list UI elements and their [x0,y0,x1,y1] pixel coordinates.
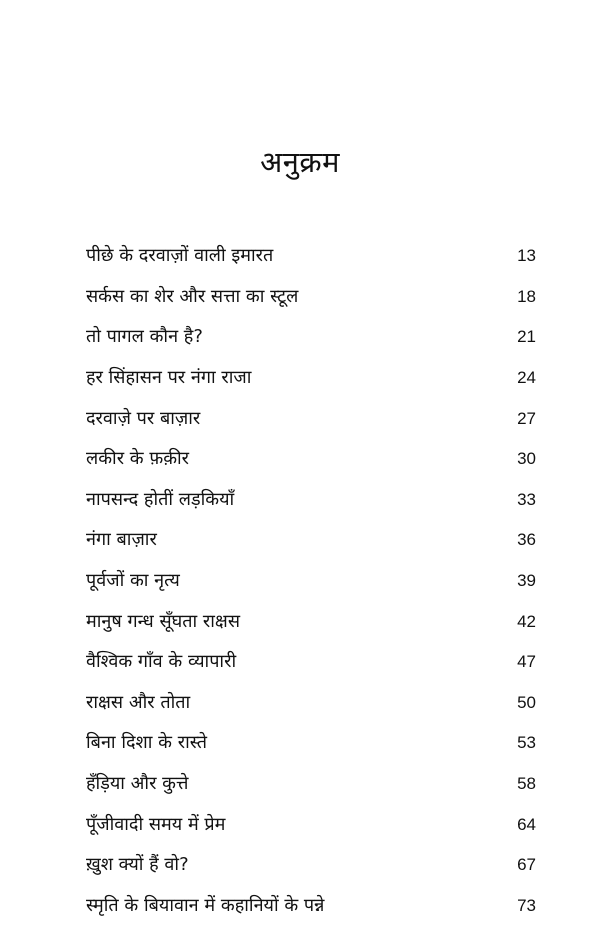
toc-entry-title: नंगा बाज़ार [86,529,157,551]
toc-entry [86,358,536,399]
toc-entry [86,642,536,683]
toc-entry [86,277,536,318]
toc-entry-title: दरवाज़े पर बाज़ार [86,407,201,429]
toc-entry [86,520,536,561]
toc-entry-page: 50 [517,692,536,712]
toc-entry-page: 67 [517,855,536,875]
toc-entry-page: 47 [517,652,536,672]
toc-entry [86,439,536,480]
toc-entry-title: हँड़िया और कुत्ते [86,773,189,795]
toc-entry-title: स्मृति के बियावान में कहानियों के पन्ने [86,894,325,916]
toc-entry [86,764,536,805]
toc-entry [86,480,536,521]
toc-entry-page: 18 [517,286,536,306]
toc-entry-title: पीछे के दरवाज़ों वाली इमारत [86,245,274,267]
toc-entry-title: सर्कस का शेर और सत्ता का स्टूल [86,285,299,307]
toc-entry [86,236,536,277]
toc-entry [86,561,536,602]
toc-entry-title: हर सिंहासन पर नंगा राजा [86,367,252,389]
toc-entry-title: पूर्वजों का नृत्य [86,570,180,592]
toc-entry [86,845,536,886]
toc-entry [86,683,536,724]
toc-entry-title: बिना दिशा के रास्ते [86,732,207,754]
toc-entry-title: लकीर के फ़क़ीर [86,448,190,470]
toc-entry-page: 27 [517,408,536,428]
toc-entry [86,398,536,439]
toc-entry [86,317,536,358]
toc-entry-title: पूँजीवादी समय में प्रेम [86,813,226,835]
toc-entry-page: 30 [517,449,536,469]
toc-entry [86,886,536,927]
toc-entry-page: 42 [517,611,536,631]
toc-entry-page: 73 [517,895,536,915]
toc-entry-page: 24 [517,368,536,388]
toc-entry-page: 13 [517,246,536,266]
toc-entry [86,723,536,764]
page-title: अनुक्रम [260,145,340,179]
toc-entry-page: 36 [517,530,536,550]
toc-entry [86,601,536,642]
toc-entry-page: 53 [517,733,536,753]
toc-entry-title: वैश्विक गाँव के व्यापारी [86,651,237,673]
table-of-contents [86,236,536,926]
toc-entry-page: 39 [517,571,536,591]
toc-entry-page: 58 [517,774,536,794]
toc-entry-title: नापसन्द होतीं लड़कियाँ [86,488,235,510]
toc-entry-page: 64 [517,814,536,834]
toc-entry-title: राक्षस और तोता [86,691,191,713]
toc-entry-title: तो पागल कौन है? [86,326,203,348]
toc-entry-page: 33 [517,489,536,509]
toc-entry-page: 21 [517,327,536,347]
toc-entry-title: मानुष गन्ध सूँघता राक्षस [86,610,241,632]
toc-entry [86,804,536,845]
toc-entry-title: ख़ुश क्यों हैं वो? [86,854,189,876]
